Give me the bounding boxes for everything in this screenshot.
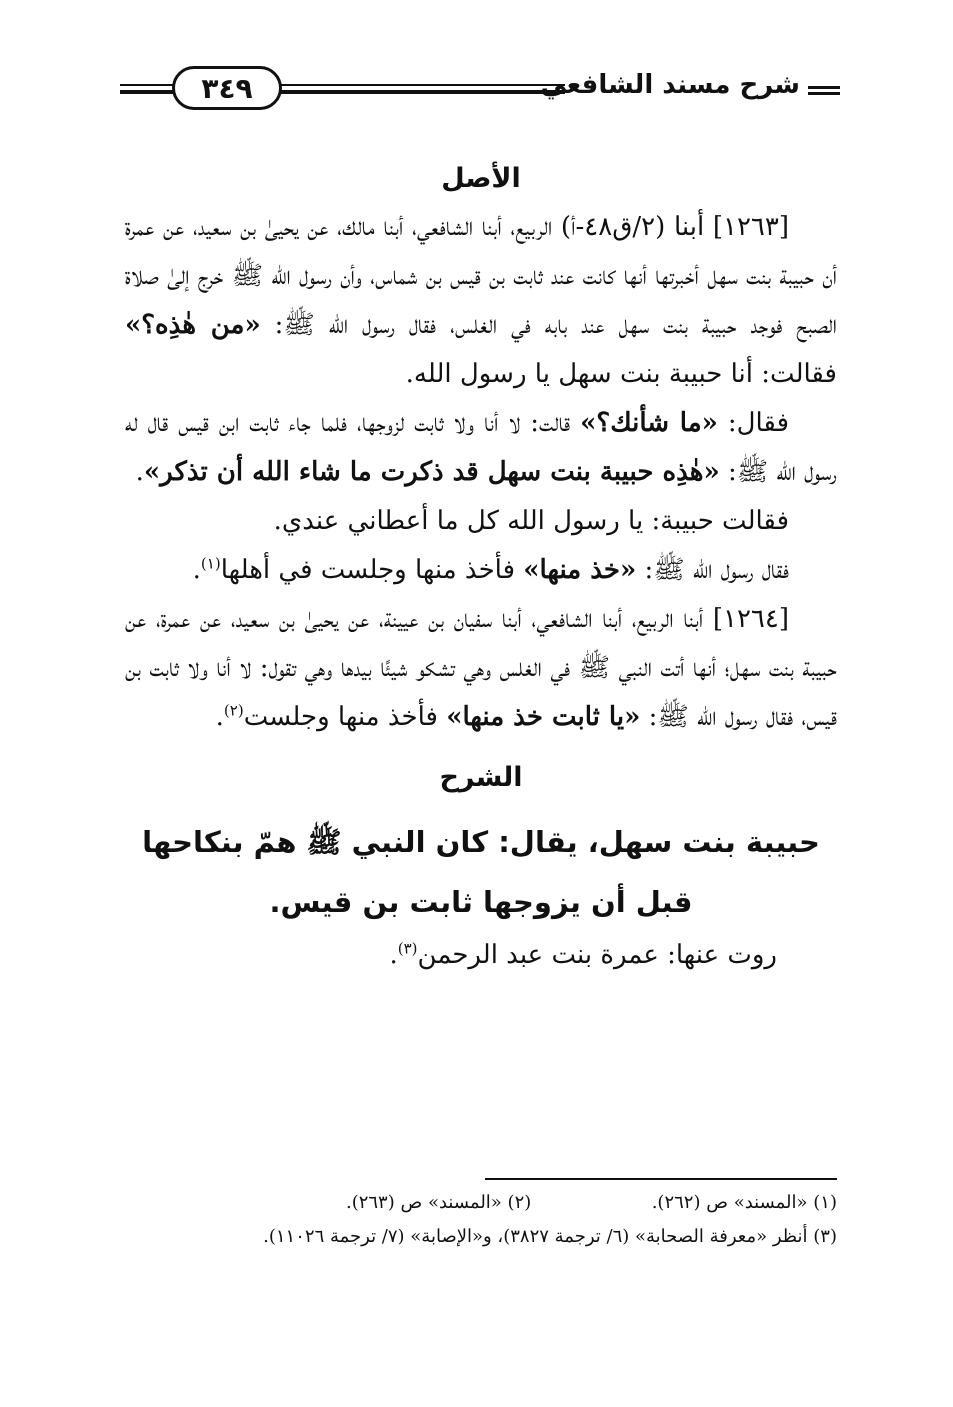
text: فقال رسول الله ﷺ:: [636, 555, 789, 585]
text: .: [215, 702, 224, 732]
paragraph: [125, 546, 837, 595]
prophetic-quote: «خذ منها»: [523, 555, 637, 585]
hadith-text: [١٢٦٣] أبنا (٢/ق٤٨-أ) الربيع، أبنا الشافعي، أبنا مالك، عن يحيىٰ بن سعيد، عن عمرة أن حبيبة بنت سهل أخبرتها أنها كانت عند ثابت بن قيس بن شماس، وأن رسول الله ﷺ خرج إلىٰ صلاة الصبح فوجد حبيبة بنت سهل عند بابه في الغلس، فقال رسول الله ﷺ:: [125, 212, 837, 340]
text: .: [192, 555, 201, 585]
footnote-3: (٣) أنظر «معرفة الصحابة» (٦/ ترجمة ٣٨٢٧)، و«الإصابة» (٧/ ترجمة ١١٠٢٦).: [263, 1226, 837, 1247]
paragraph: [125, 399, 837, 497]
text: فقال:: [717, 408, 789, 438]
section-title-sharh: الشرح: [439, 762, 523, 793]
footnote-ref: (٣): [397, 939, 418, 958]
text: روت عنها: عمرة بنت عبد الرحمن: [417, 940, 777, 970]
hadith-1264: [125, 595, 837, 742]
text: .: [135, 457, 144, 487]
header-rule-left: [120, 84, 175, 94]
footnote-ref: (١): [200, 554, 221, 573]
main-text: [125, 155, 837, 978]
prophetic-quote: «من هٰذِه؟»: [125, 310, 261, 340]
footnote-row: [125, 1186, 837, 1220]
hadith-1263: [125, 203, 837, 399]
section-title-asl: الأصل: [441, 163, 521, 194]
text: فأخذ منها وجلست في أهلها: [220, 555, 524, 585]
prophetic-quote: «ما شأنك؟»: [580, 408, 718, 438]
prophetic-quote: «هٰذِه حبيبة بنت سهل قد ذكرت ما شاء الله أن تذكر»: [143, 457, 720, 487]
header-ornament: [808, 86, 840, 95]
footnote-1: (١) «المسند» ص (٢٦٢).: [651, 1192, 837, 1213]
page-header: [120, 60, 840, 120]
hadith-text: فأخذ منها وجلست: [243, 702, 447, 732]
footnote-ref: (٢): [223, 701, 244, 720]
paragraph: فقالت حبيبة: يا رسول الله كل ما أعطاني عندي.: [273, 506, 789, 536]
book-title: شرح مسند الشافعي: [540, 70, 800, 100]
footnote-separator: [485, 1178, 837, 1180]
hadith-text: فقالت: أنا حبيبة بنت سهل يا رسول الله.: [405, 359, 837, 389]
footnote-2: (٢) «المسند» ص (٢٦٣).: [345, 1192, 532, 1213]
narrator-line: [125, 932, 837, 978]
prophetic-quote: «يا ثابت خذ منها»: [446, 702, 641, 732]
text: قالت: لا أنا ولا ثابت لزوجها، فلما جاء ثابت ابن قيس قال له رسول الله ﷺ:: [125, 408, 837, 487]
text: .: [389, 940, 398, 970]
page-number: ٣٤٩: [172, 66, 282, 110]
hadith-text: [١٢٦٤] أبنا الربيع، أبنا الشافعي، أبنا سفيان بن عيينة، عن يحيىٰ بن سعيد، عن عمرة، عن حبيبة بنت سهل؛ أنها أتت النبي ﷺ في الغلس وهي تشكو شيئًا بيدها وهي تقول: لا أنا ولا ثابت بن قيس، فقال رسول الله ﷺ:: [125, 604, 837, 732]
narrator-heading: حبيبة بنت سهل، يقال: كان النبي ﷺ همّ بنكاحها قبل أن يزوجها ثابت بن قيس.: [142, 825, 820, 919]
footnotes: [125, 1186, 837, 1254]
header-rule: [280, 84, 565, 94]
